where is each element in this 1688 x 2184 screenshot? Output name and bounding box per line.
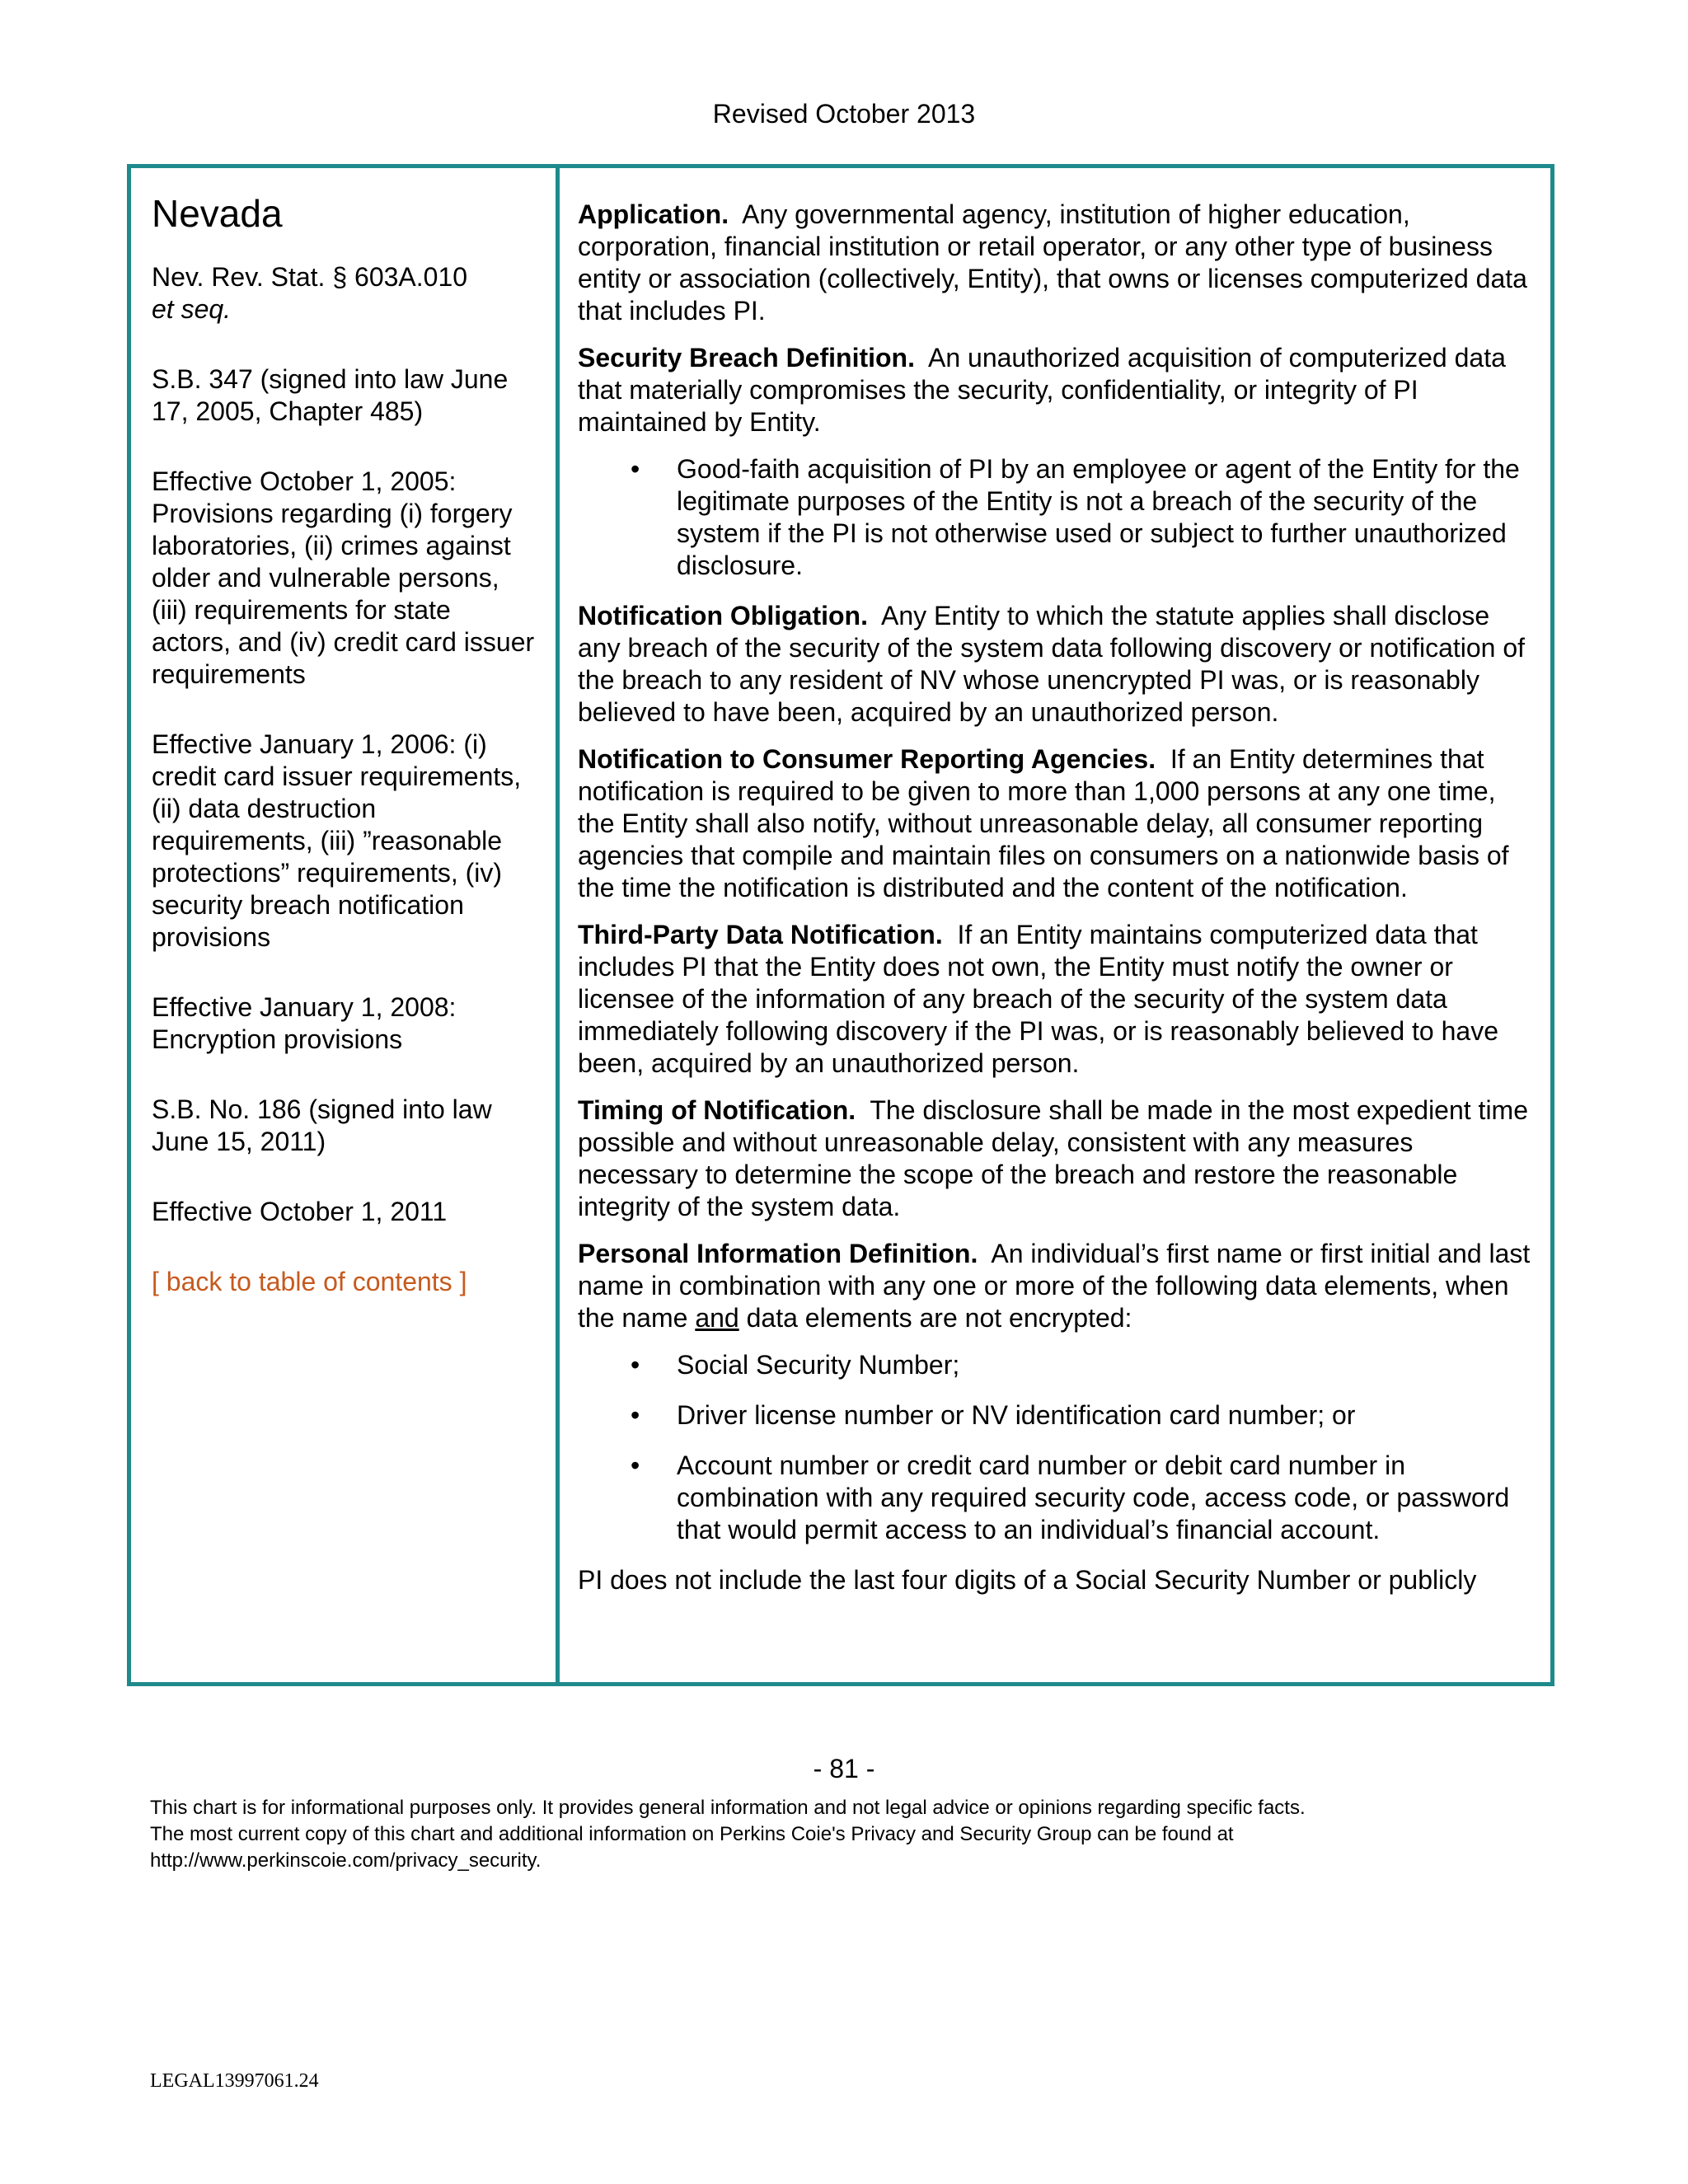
pi-definition-section: [578, 1238, 1531, 1334]
pi-definition-text: An individual’s first name or first initial and last name in combination with any one or more of the following data elements, when the name: [578, 1239, 1531, 1333]
list-item: • Driver license number or NV identification card number; or: [578, 1399, 1531, 1432]
revision-header: Revised October 2013: [712, 99, 976, 129]
citation-et-seq: et seq.: [152, 294, 232, 324]
effective-2006: Effective January 1, 2006: (i) credit card issuer requirements, (ii) data destruction requirements, (iii) ”reasonable protections” requirements, (iv) security breach notification provisions: [152, 729, 522, 952]
third-party-section: [578, 919, 1531, 1080]
application-section: [578, 199, 1531, 327]
breach-bullets: [578, 453, 1531, 582]
right-column: [560, 168, 1550, 1682]
obligation-section: [578, 600, 1531, 729]
left-column: [131, 168, 560, 1682]
sb347-note: S.B. 347 (signed into law June 17, 2005, Chapter 485): [152, 364, 509, 426]
page-number: - 81 -: [813, 1754, 875, 1783]
timing-text: The disclosure shall be made in the most expedient time possible and without unreasonable delay, consistent with any measures necessary to determine the scope of the breach and restore the reasonable integrity of the system data.: [578, 1095, 1528, 1221]
list-item: • Account number or credit card number or debit card number in combination with any required security code, access code, or password that would permit access to an individual’s financial account.: [578, 1450, 1531, 1546]
disclaimer-line: This chart is for informational purposes only. It provides general information and not legal advice or opinions regarding specific facts.: [150, 1797, 1306, 1819]
citation-statute: Nev. Rev. Stat. § 603A.010: [152, 262, 468, 292]
obligation-text: Any Entity to which the statute applies shall disclose any breach of the security of the system data following discovery or notification of the breach to any resident of NV whose unencrypted PI was, or is reasonably believed to have been, acquired by an unauthorized person.: [578, 601, 1526, 727]
cra-section: [578, 743, 1531, 904]
statute-table: [127, 164, 1554, 1686]
disclaimer-url[interactable]: http://www.perkinscoie.com/privacy_security.: [150, 1849, 542, 1872]
list-item: • Good-faith acquisition of PI by an employee or agent of the Entity for the legitimate purposes of the Entity is not a breach of the security of the system if the PI is not otherwise used or subject to further unauthorized disclosure.: [578, 453, 1531, 582]
state-name: Nevada: [152, 192, 283, 235]
pi-exclusion: PI does not include the last four digits of a Social Security Number or publicly: [578, 1565, 1477, 1595]
disclaimer-line: The most current copy of this chart and additional information on Perkins Coie's Privacy and Security Group can be found at: [150, 1823, 1234, 1845]
pi-definition-and: and: [695, 1303, 739, 1333]
pi-definition-heading: Personal Information Definition.: [578, 1239, 978, 1268]
document-id: LEGAL13997061.24: [150, 2070, 319, 2092]
application-text: Any governmental agency, institution of higher education, corporation, financial institution or retail operator, or any other type of business entity or association (collectively, Entity), that owns or licenses computerized data that includes PI.: [578, 199, 1527, 326]
pi-definition-text-after: data elements are not encrypted:: [746, 1303, 1132, 1333]
breach-text: An unauthorized acquisition of computerized data that materially compromises the security, confidentiality, or integrity of PI maintained by Entity.: [578, 343, 1506, 437]
obligation-heading: Notification Obligation.: [578, 601, 868, 630]
timing-heading: Timing of Notification.: [578, 1095, 856, 1125]
list-item: • Social Security Number;: [578, 1349, 1531, 1381]
breach-heading: Security Breach Definition.: [578, 343, 915, 373]
effective-2008: Effective January 1, 2008: Encryption provisions: [152, 992, 457, 1054]
effective-2011: Effective October 1, 2011: [152, 1197, 448, 1226]
application-heading: Application.: [578, 199, 729, 229]
cra-text: If an Entity determines that notification is required to be given to more than 1,000 persons at any one time, the Entity shall also notify, without unreasonable delay, all consumer reporting agencies that compile and maintain files on consumers on a nationwide basis of the time the notification is distributed and the content of the notification.: [578, 744, 1509, 902]
citation: [152, 261, 536, 326]
effective-2005: Effective October 1, 2005: Provisions regarding (i) forgery laboratories, (ii) crimes against older and vulnerable persons, (iii) requirements for state actors, and (iv) credit card issuer requirements: [152, 466, 535, 689]
cra-heading: Notification to Consumer Reporting Agencies.: [578, 744, 1156, 774]
timing-section: [578, 1094, 1531, 1223]
back-to-toc-link[interactable]: [ back to table of contents ]: [152, 1267, 467, 1296]
third-party-heading: Third-Party Data Notification.: [578, 920, 943, 949]
sb186-note: S.B. No. 186 (signed into law June 15, 2011): [152, 1094, 492, 1156]
disclaimer: [150, 1795, 1551, 1874]
pi-element-bullets: [578, 1349, 1531, 1546]
third-party-text: If an Entity maintains computerized data that includes PI that the Entity does not own, the Entity must notify the owner or licensee of the information of any breach of the security of the system data immediately following discovery if the PI was, or is reasonably believed to have been, acquired by an unauthorized person.: [578, 920, 1498, 1078]
breach-section: [578, 342, 1531, 438]
